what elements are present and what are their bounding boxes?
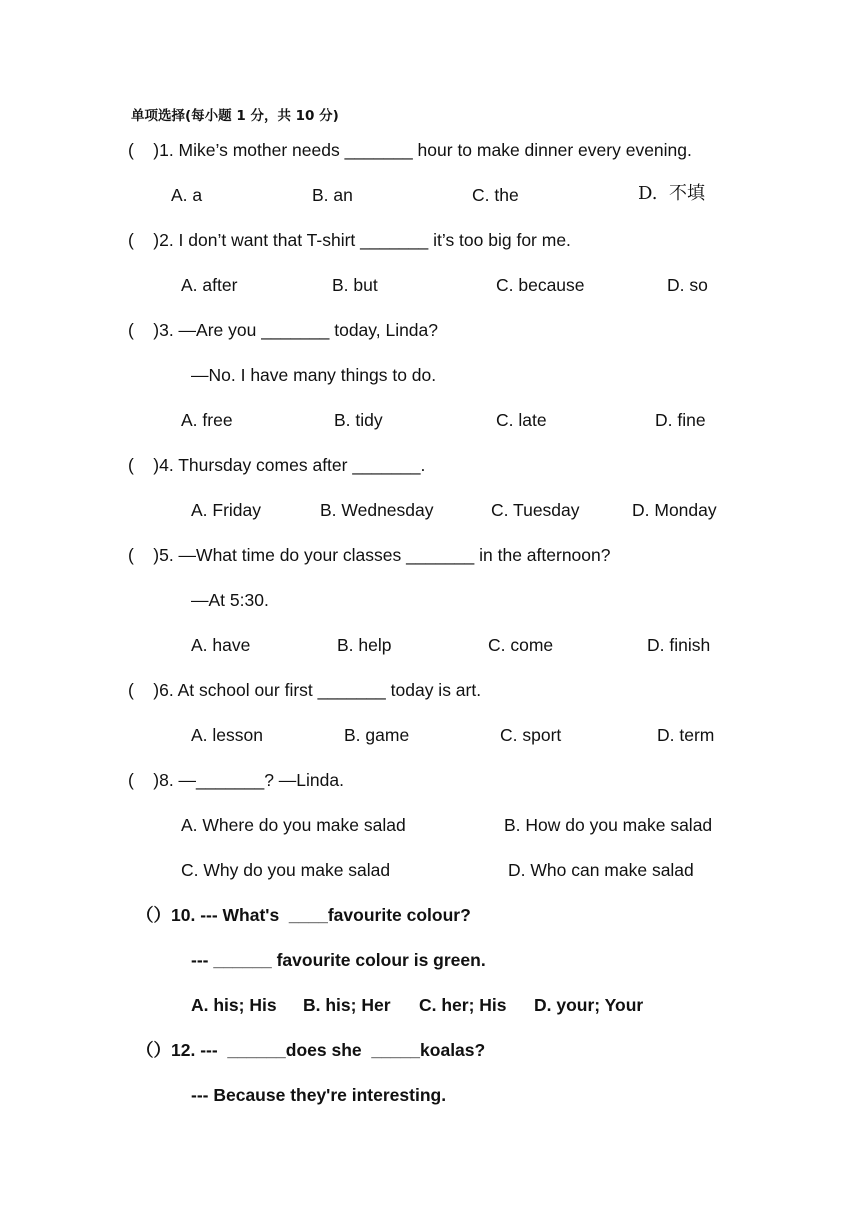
section-header: 单项选择(每小题 1 分，共 10 分)	[131, 108, 339, 124]
question-12-stem: （）12. --- ______does she _____koalas?	[136, 1040, 486, 1060]
question-3-option-d: D. fine	[655, 410, 706, 430]
question-12-reply: --- Because they're interesting.	[191, 1085, 447, 1105]
question-4-option-b: B. Wednesday	[320, 500, 434, 520]
question-6-stem: ( )6. At school our first _______ today is art.	[128, 680, 482, 700]
question-10-reply: --- ______ favourite colour is green.	[191, 950, 486, 970]
question-3-stem: ( )3. —Are you _______ today, Linda?	[128, 320, 439, 340]
question-1-option-b: B. an	[312, 185, 353, 205]
question-5-option-a: A. have	[191, 635, 251, 655]
question-10-option-b: B. his; Her	[303, 995, 391, 1015]
question-2-option-b: B. but	[332, 275, 378, 295]
question-4-option-c: C. Tuesday	[491, 500, 580, 520]
question-4-option-a: A. Friday	[191, 500, 262, 520]
question-10-stem: （）10. --- What's ____favourite colour?	[136, 905, 471, 925]
question-4-stem: ( )4. Thursday comes after _______.	[128, 455, 426, 475]
question-5-option-c: C. come	[488, 635, 554, 655]
question-1-option-d: D. 不填	[638, 183, 705, 204]
question-1-option-a: A. a	[171, 185, 203, 205]
question-2-option-a: A. after	[181, 275, 238, 295]
question-10-option-d: D. your; Your	[534, 995, 644, 1015]
question-5-stem: ( )5. —What time do your classes _______ in the afternoon?	[128, 545, 611, 565]
question-1-option-c: C. the	[472, 185, 519, 205]
question-6-option-c: C. sport	[500, 725, 562, 745]
question-3-option-a: A. free	[181, 410, 233, 430]
question-5-option-b: B. help	[337, 635, 392, 655]
question-8-stem: ( )8. —_______? —Linda.	[128, 770, 344, 790]
question-5-option-d: D. finish	[647, 635, 711, 655]
question-2-option-c: C. because	[496, 275, 585, 295]
question-10-option-a: A. his; His	[191, 995, 277, 1015]
question-8-option-b: B. How do you make salad	[504, 815, 713, 835]
question-4-option-d: D. Monday	[632, 500, 717, 520]
question-1-stem: ( )1. Mike’s mother needs _______ hour to make dinner every evening.	[128, 140, 692, 160]
question-2-option-d: D. so	[667, 275, 708, 295]
question-10-option-c: C. her; His	[419, 995, 507, 1015]
question-6-option-a: A. lesson	[191, 725, 263, 745]
question-8-option-a: A. Where do you make salad	[181, 815, 406, 835]
question-6-option-b: B. game	[344, 725, 410, 745]
question-3-option-b: B. tidy	[334, 410, 383, 430]
question-8-option-d: D. Who can make salad	[508, 860, 694, 880]
question-8-option-c: C. Why do you make salad	[181, 860, 391, 880]
question-3-option-c: C. late	[496, 410, 547, 430]
question-3-reply: —No. I have many things to do.	[191, 365, 437, 385]
question-5-reply: —At 5:30.	[191, 590, 269, 610]
question-2-stem: ( )2. I don’t want that T-shirt _______ it’s too big for me.	[128, 230, 571, 250]
question-6-option-d: D. term	[657, 725, 715, 745]
